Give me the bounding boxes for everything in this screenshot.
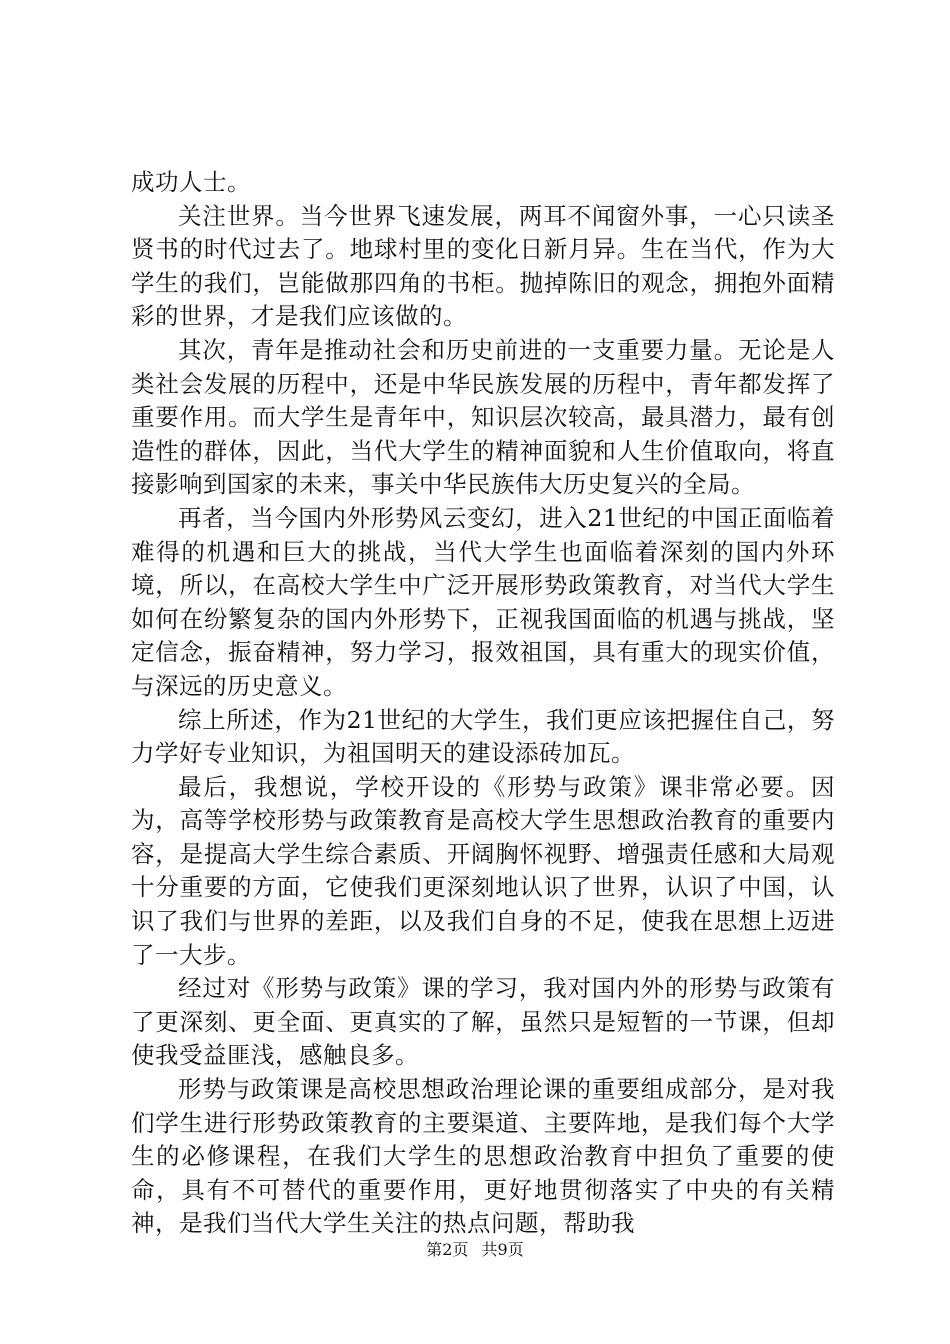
paragraph-continuation: 成功人士。 bbox=[131, 168, 251, 196]
paragraph-youth-force: 其次，青年是推动社会和历史前进的一支重要力量。无论是人类社会发展的历程中，还是中华民族发展的历程中，青年都发挥了重要作用。而大学生是青年中，知识层次较高，最具潜力，最有创造性的群体，因此，当代大学生的精神面貌和人生价值取向，将直接影响到国家的未来，事关中华民族伟大历史复兴的全局。 bbox=[131, 335, 835, 499]
paragraph-finally: 最后，我想说，学校开设的《形势与政策》课非常必要。因为，高等学校形势与政策教育是高校大学生思想政治教育的重要内容，是提高大学生综合素质、开阔胸怀视野、增强责任感和大局观十分重要的方面，它使我们更深刻地认识了世界，认识了中国，认识了我们与世界的差距，以及我们自身的不足，使我在思想上迈进了一大步。 bbox=[131, 772, 835, 969]
paragraph-situation-change: 再者，当今国内外形势风云变幻，进入21世纪的中国正面临着难得的机遇和巨大的挑战，当代大学生也面临着深刻的国内外环境，所以，在高校大学生中广泛开展形势政策教育，对当代大学生如何在纷繁复杂的国内外形势下，正视我国面临的机遇与挑战，坚定信念，振奋精神，努力学习，报效祖国，具有重大的现实价值，与深远的历史意义。 bbox=[131, 503, 835, 700]
page-footer bbox=[0, 1240, 950, 1260]
paragraph-focus-world: 关注世界。当今世界飞速发展，两耳不闻窗外事，一心只读圣贤书的时代过去了。地球村里的变化日新月异。生在当代，作为大学生的我们，岂能做那四角的书柜。抛掉陈旧的观念，拥抱外面精彩的世界，才是我们应该做的。 bbox=[131, 201, 835, 331]
page-number-total: 共9页 bbox=[481, 1240, 524, 1259]
paragraph-summary: 综上所述，作为21世纪的大学生，我们更应该把握住自己，努力学好专业知识，为祖国明天的建设添砖加瓦。 bbox=[131, 705, 835, 768]
document-body bbox=[131, 166, 835, 1241]
page-number-current: 第2页 bbox=[426, 1240, 469, 1259]
paragraph-course-importance: 形势与政策课是高校思想政治理论课的重要组成部分，是对我们学生进行形势政策教育的主要渠道、主要阵地，是我们每个大学生的必修课程，在我们大学生的思想政治教育中担负了重要的使命，具有不可替代的重要作用，更好地贯彻落实了中央的有关精神，是我们当代大学生关注的热点问题，帮助我 bbox=[131, 1075, 835, 1238]
paragraph-course-study: 经过对《形势与政策》课的学习，我对国内外的形势与政策有了更深刻、更全面、更真实的了解，虽然只是短暂的一节课，但却使我受益匪浅，感触良多。 bbox=[131, 974, 835, 1070]
